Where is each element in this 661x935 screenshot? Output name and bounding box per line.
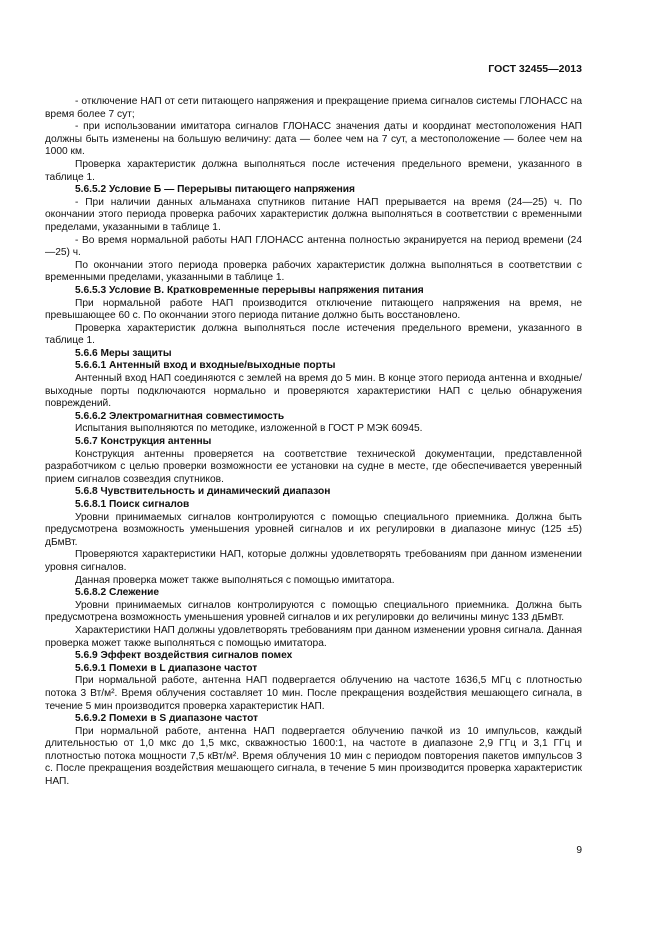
section-heading: 5.6.8 Чувствительность и динамический диапазон (75, 486, 331, 498)
paragraph: По окончании этого периода проверка рабочих характеристик должна выполняться в соответствии с временными пределами, указанными в таблице 1. (45, 259, 582, 284)
paragraph: Проверка характеристик должна выполняться после истечения предельного времени, указанного в таблице 1. (45, 158, 582, 183)
paragraph: При нормальной работе, антенна НАП подвергается облучению на частоте 1636,5 МГц с плотностью потока 3 Вт/м². Время облучения составляет 10 мин. После прекращения воздействия мешающего сигнала, в течение 5 мин производится проверка характеристик НАП. (45, 675, 582, 712)
paragraph: Конструкция антенны проверяется на соответствие технической документации, представленной разработчиком с целью проверки возможности ее установки на судне в месте, где обеспечивается уверенный прием сигналов созвездия спутников. (45, 448, 582, 485)
paragraph: Уровни принимаемых сигналов контролируются с помощью специального приемника. Должна быть предусмотрена возможность уменьшения уровней сигналов и их регулировки в диапазоне минус (125 ±5) дБмВт. (45, 511, 582, 548)
paragraph: - Во время нормальной работы НАП ГЛОНАСС антенна полностью экранируется на период времени (24—25) ч. (45, 234, 582, 259)
section-heading: 5.6.8.2 Слежение (75, 587, 160, 599)
paragraph: При нормальной работе, антенна НАП подвергается облучению пачкой из 10 импульсов, каждый длительностью от 1,0 мкс до 1,5 мкс, скважностью 1600:1, на частоте в диапазоне 2,9 ГГц и 3,1 ГГц и плотностью потока мощности 7,5 кВт/м². Время облучения 10 мин с периодом повторения пакетов импульсов 3 с. После прекращения воздействия мешающего сигнала, в течение 5 мин производится проверка характеристик НАП. (45, 725, 582, 788)
paragraph: - При наличии данных альманаха спутников питание НАП прерывается на время (24—25) ч. По окончании этого периода проверка рабочих характеристик должна выполняться в соответствии с временными пределами, указанными в таблице 1. (45, 196, 582, 233)
section-heading: 5.6.5.3 Условие В. Кратковременные перерывы напряжения питания (75, 284, 424, 296)
page-number: 9 (576, 845, 582, 856)
paragraph: Испытания выполняются по методике, изложенной в ГОСТ Р МЭК 60945. (75, 423, 423, 435)
section-heading: 5.6.8.1 Поиск сигналов (75, 499, 190, 510)
paragraph: Данная проверка может также выполняться с помощью имитатора. (75, 574, 395, 586)
paragraph: - отключение НАП от сети питающего напряжения и прекращение приема сигналов системы ГЛОНАСС на время более 7 сут; (45, 96, 582, 120)
paragraph: При нормальной работе НАП производится отключение питающего напряжения на время, не превышающее 60 с. По окончании этого периода питание должно быть восстановлено. (45, 297, 582, 322)
section-heading: 5.6.9.2 Помехи в S диапазоне частот (75, 713, 259, 725)
section-heading: 5.6.6.2 Электромагнитная совместимость (75, 410, 285, 422)
paragraph: - при использовании имитатора сигналов ГЛОНАСС значения даты и координат местоположения НАП должны быть изменены на большую величину: дата — более чем на 7 сут, а местоположение — более чем на 1000 км. (45, 121, 582, 158)
paragraph: Антенный вход НАП соединяются с землей на время до 5 мин. В конце этого периода антенна и входные/выходные порты подключаются нормально и проверяются характеристики НАП с целью обнаружения повреждений. (45, 373, 582, 410)
section-heading: 5.6.9 Эффект воздействия сигналов помех (75, 650, 293, 662)
paragraph: Проверяются характеристики НАП, которые должны удовлетворять требованиям при данном изменении уровня сигналов. (45, 549, 582, 573)
document-code: ГОСТ 32455—2013 (488, 63, 582, 75)
section-heading: 5.6.6 Меры защиты (75, 347, 172, 359)
section-heading: 5.6.5.2 Условие Б — Перерывы питающего напряжения (75, 184, 356, 196)
section-heading: 5.6.6.1 Антенный вход и входные/выходные порты (75, 360, 336, 372)
paragraph: Уровни принимаемых сигналов контролируются с помощью специального приемника. Должна быть предусмотрена возможность уменьшения уровней сигналов и их регулировки до величины минус 133 дБмВт. (45, 599, 582, 624)
paragraph: Проверка характеристик должна выполняться после истечения предельного времени, указанного в таблице 1. (45, 322, 582, 347)
paragraph: Характеристики НАП должны удовлетворять требованиям при данном изменении уровня сигнала. Данная проверка может также выполняться с помощью имитатора. (45, 624, 582, 649)
section-heading: 5.6.9.1 Помехи в L диапазоне частот (75, 662, 258, 674)
document-body (45, 96, 582, 789)
section-heading: 5.6.7 Конструкция антенны (75, 436, 212, 448)
